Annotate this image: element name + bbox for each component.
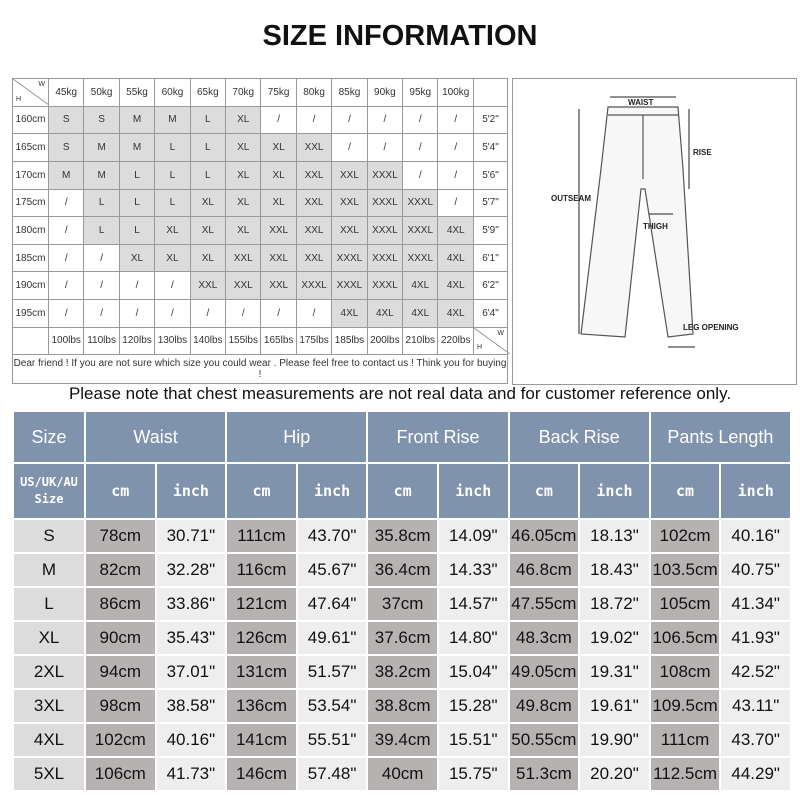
- size-chart-row: [13, 189, 508, 217]
- lbs-cell: 185lbs: [332, 327, 367, 355]
- size-cell: /: [296, 106, 331, 134]
- lbs-cell: 200lbs: [367, 327, 402, 355]
- size-cell: /: [332, 134, 367, 162]
- size-cell: /: [296, 300, 331, 328]
- size-chart-row: [13, 134, 508, 162]
- size-cell: XXL: [226, 244, 261, 272]
- feet-cell: 6'4": [474, 300, 508, 328]
- empty-cell: [474, 79, 508, 107]
- size-cell: /: [403, 106, 438, 134]
- size-cell: XL: [261, 161, 296, 189]
- size-cell: XL: [190, 189, 225, 217]
- inch-value: 37.01": [157, 656, 226, 688]
- size-cell: XL: [261, 134, 296, 162]
- unit-cm: cm: [510, 464, 579, 518]
- size-cell: 4XL: [403, 272, 438, 300]
- size-cell: XL: [190, 217, 225, 245]
- size-cell: S: [49, 134, 84, 162]
- cm-value: 106.5cm: [651, 622, 720, 654]
- size-cell: 4XL: [438, 272, 474, 300]
- size-cell: M: [155, 106, 190, 134]
- table-row: [14, 656, 790, 688]
- size-cell: /: [261, 300, 296, 328]
- size-standard-line: Size: [34, 492, 64, 506]
- column-header: Back Rise: [510, 412, 649, 462]
- lbs-cell: 130lbs: [155, 327, 190, 355]
- size-cell: XXL: [190, 272, 225, 300]
- feet-cell: 6'1": [474, 244, 508, 272]
- unit-row: [14, 464, 790, 518]
- size-cell: XXL: [296, 244, 331, 272]
- inch-value: 38.58": [157, 690, 226, 722]
- size-cell: /: [155, 300, 190, 328]
- cm-value: 102cm: [86, 724, 155, 756]
- size-cell: XXXL: [367, 161, 402, 189]
- cm-value: 46.8cm: [510, 554, 579, 586]
- size-cell: /: [438, 106, 474, 134]
- size-cell: XXXL: [332, 244, 367, 272]
- cm-value: 126cm: [227, 622, 296, 654]
- column-header: Pants Length: [651, 412, 790, 462]
- contact-note: Dear friend ! If you are not sure which size you could wear . Please feel free to contact us ! Think you for buying !: [13, 355, 508, 384]
- unit-inch: inch: [439, 464, 508, 518]
- cm-value: 86cm: [86, 588, 155, 620]
- size-cell: L: [119, 161, 154, 189]
- cm-value: 40cm: [368, 758, 437, 790]
- size-cell: 4XL: [332, 300, 367, 328]
- size-cell: XL: [261, 189, 296, 217]
- size-cell: XXL: [296, 189, 331, 217]
- height-cell: 190cm: [13, 272, 49, 300]
- feet-cell: 5'6": [474, 161, 508, 189]
- size-cell: XXL: [261, 217, 296, 245]
- inch-value: 42.52": [721, 656, 790, 688]
- rise-label: RISE: [693, 148, 712, 157]
- size-cell: /: [119, 272, 154, 300]
- size-cell: XL: [14, 622, 84, 654]
- lbs-cell: 100lbs: [49, 327, 84, 355]
- inch-value: 45.67": [298, 554, 367, 586]
- cm-value: 51.3cm: [510, 758, 579, 790]
- unit-cm: cm: [651, 464, 720, 518]
- size-cell: XXXL: [296, 272, 331, 300]
- column-header: Front Rise: [368, 412, 507, 462]
- cm-value: 105cm: [651, 588, 720, 620]
- lbs-cell: 155lbs: [226, 327, 261, 355]
- size-cell: XXL: [226, 272, 261, 300]
- lbs-cell: 175lbs: [296, 327, 331, 355]
- lbs-cell: 165lbs: [261, 327, 296, 355]
- cm-value: 50.55cm: [510, 724, 579, 756]
- table-row: [14, 554, 790, 586]
- inch-value: 35.43": [157, 622, 226, 654]
- cm-value: 49.05cm: [510, 656, 579, 688]
- table-row: [14, 724, 790, 756]
- table-row: [14, 690, 790, 722]
- size-cell: XXXL: [367, 272, 402, 300]
- cm-value: 98cm: [86, 690, 155, 722]
- size-cell: 4XL: [438, 244, 474, 272]
- inch-value: 14.33": [439, 554, 508, 586]
- column-header: Size: [14, 412, 84, 462]
- cm-value: 106cm: [86, 758, 155, 790]
- note-row: [13, 355, 508, 384]
- size-cell: /: [84, 300, 119, 328]
- inch-value: 43.70": [721, 724, 790, 756]
- inch-value: 19.61": [580, 690, 649, 722]
- size-cell: XL: [226, 161, 261, 189]
- corner-h: H: [16, 95, 22, 103]
- waist-label: WAIST: [628, 98, 654, 107]
- cm-value: 82cm: [86, 554, 155, 586]
- size-cell: /: [261, 106, 296, 134]
- height-cell: 170cm: [13, 161, 49, 189]
- cm-value: 47.55cm: [510, 588, 579, 620]
- inch-value: 18.43": [580, 554, 649, 586]
- size-cell: XL: [155, 244, 190, 272]
- size-recommendation-chart: [12, 78, 508, 384]
- weight-header: 55kg: [119, 79, 154, 107]
- weight-header: 75kg: [261, 79, 296, 107]
- size-cell: /: [438, 134, 474, 162]
- page-title: SIZE INFORMATION: [262, 20, 538, 52]
- cm-value: 94cm: [86, 656, 155, 688]
- size-chart-row: [13, 161, 508, 189]
- size-cell: /: [332, 106, 367, 134]
- size-standard-header: [14, 464, 84, 518]
- corner-w: W: [38, 81, 45, 88]
- inch-value: 30.71": [157, 520, 226, 552]
- size-cell: S: [49, 106, 84, 134]
- corner-cell: [13, 79, 49, 107]
- weight-header: 90kg: [367, 79, 402, 107]
- cm-value: 103.5cm: [651, 554, 720, 586]
- size-cell: /: [367, 134, 402, 162]
- inch-value: 40.16": [721, 520, 790, 552]
- size-cell: /: [84, 272, 119, 300]
- size-chart-row: [13, 217, 508, 245]
- inch-value: 15.28": [439, 690, 508, 722]
- column-header: Waist: [86, 412, 225, 462]
- cm-value: 141cm: [227, 724, 296, 756]
- size-cell: XL: [226, 189, 261, 217]
- size-cell: XXL: [296, 134, 331, 162]
- inch-value: 19.02": [580, 622, 649, 654]
- corner-h: H: [477, 344, 483, 352]
- size-cell: 4XL: [438, 300, 474, 328]
- thigh-label: THIGH: [643, 222, 668, 231]
- size-cell: /: [119, 300, 154, 328]
- lbs-cell: 140lbs: [190, 327, 225, 355]
- inch-value: 15.75": [439, 758, 508, 790]
- cm-value: 48.3cm: [510, 622, 579, 654]
- size-cell: L: [84, 189, 119, 217]
- height-cell: 195cm: [13, 300, 49, 328]
- unit-inch: inch: [721, 464, 790, 518]
- measurement-table: [12, 410, 792, 792]
- lbs-cell: 220lbs: [438, 327, 474, 355]
- size-cell: 4XL: [438, 217, 474, 245]
- pants-measurement-diagram: [512, 78, 797, 385]
- size-cell: /: [49, 217, 84, 245]
- cm-value: 39.4cm: [368, 724, 437, 756]
- cm-value: 36.4cm: [368, 554, 437, 586]
- cm-value: 111cm: [651, 724, 720, 756]
- inch-value: 43.70": [298, 520, 367, 552]
- size-cell: /: [190, 300, 225, 328]
- size-cell: /: [438, 189, 474, 217]
- size-cell: L: [155, 161, 190, 189]
- size-cell: 2XL: [14, 656, 84, 688]
- lbs-row: [13, 327, 508, 355]
- size-cell: XXL: [261, 272, 296, 300]
- cm-value: 37.6cm: [368, 622, 437, 654]
- size-cell: XXXL: [403, 244, 438, 272]
- table-row: [14, 588, 790, 620]
- size-cell: /: [403, 161, 438, 189]
- size-cell: L: [84, 217, 119, 245]
- lbs-cell: 110lbs: [84, 327, 119, 355]
- size-cell: XXXL: [367, 189, 402, 217]
- disclaimer-notice: Please note that chest measurements are not real data and for customer reference only.: [68, 384, 732, 403]
- size-cell: XL: [119, 244, 154, 272]
- inch-value: 20.20": [580, 758, 649, 790]
- size-cell: XL: [226, 217, 261, 245]
- height-cell: 185cm: [13, 244, 49, 272]
- size-cell: XL: [190, 244, 225, 272]
- size-cell: XXL: [332, 189, 367, 217]
- size-cell: XL: [226, 106, 261, 134]
- unit-inch: inch: [298, 464, 367, 518]
- size-cell: /: [49, 300, 84, 328]
- weight-header: 50kg: [84, 79, 119, 107]
- size-cell: XXL: [332, 161, 367, 189]
- unit-cm: cm: [86, 464, 155, 518]
- feet-cell: 5'9": [474, 217, 508, 245]
- feet-cell: 5'2": [474, 106, 508, 134]
- table-row: [14, 758, 790, 790]
- corner-cell: [474, 327, 508, 355]
- inch-value: 19.31": [580, 656, 649, 688]
- size-cell: XXXL: [332, 272, 367, 300]
- empty-cell: [13, 327, 49, 355]
- size-chart-row: [13, 272, 508, 300]
- inch-value: 43.11": [721, 690, 790, 722]
- cm-value: 131cm: [227, 656, 296, 688]
- size-cell: XXXL: [403, 189, 438, 217]
- size-cell: M: [14, 554, 84, 586]
- inch-value: 41.34": [721, 588, 790, 620]
- size-cell: M: [119, 134, 154, 162]
- size-cell: L: [14, 588, 84, 620]
- weight-header: 45kg: [49, 79, 84, 107]
- feet-cell: 5'7": [474, 189, 508, 217]
- weight-header: 100kg: [438, 79, 474, 107]
- inch-value: 32.28": [157, 554, 226, 586]
- inch-value: 18.72": [580, 588, 649, 620]
- size-cell: /: [226, 300, 261, 328]
- cm-value: 90cm: [86, 622, 155, 654]
- size-standard-line: US/UK/AU: [20, 475, 78, 489]
- weight-header: 80kg: [296, 79, 331, 107]
- size-cell: M: [119, 106, 154, 134]
- size-cell: M: [84, 161, 119, 189]
- outseam-label: OUTSEAM: [551, 194, 591, 203]
- height-cell: 180cm: [13, 217, 49, 245]
- size-cell: M: [84, 134, 119, 162]
- leg-opening-label: LEG OPENING: [683, 323, 739, 332]
- size-cell: XL: [226, 134, 261, 162]
- size-cell: L: [119, 189, 154, 217]
- size-cell: 5XL: [14, 758, 84, 790]
- size-cell: L: [190, 161, 225, 189]
- size-cell: L: [155, 134, 190, 162]
- height-cell: 165cm: [13, 134, 49, 162]
- size-chart-row: [13, 244, 508, 272]
- inch-value: 44.29": [721, 758, 790, 790]
- table-row: [14, 520, 790, 552]
- size-cell: /: [84, 244, 119, 272]
- table-row: [14, 622, 790, 654]
- column-header: Hip: [227, 412, 366, 462]
- cm-value: 108cm: [651, 656, 720, 688]
- cm-value: 136cm: [227, 690, 296, 722]
- inch-value: 40.16": [157, 724, 226, 756]
- size-chart-row: [13, 300, 508, 328]
- cm-value: 38.8cm: [368, 690, 437, 722]
- size-cell: XXXL: [367, 217, 402, 245]
- cm-value: 38.2cm: [368, 656, 437, 688]
- size-cell: L: [190, 106, 225, 134]
- size-cell: /: [49, 189, 84, 217]
- unit-inch: inch: [157, 464, 226, 518]
- height-cell: 160cm: [13, 106, 49, 134]
- inch-value: 18.13": [580, 520, 649, 552]
- size-cell: /: [49, 244, 84, 272]
- cm-value: 35.8cm: [368, 520, 437, 552]
- weight-header: 65kg: [190, 79, 225, 107]
- size-cell: XL: [155, 217, 190, 245]
- cm-value: 146cm: [227, 758, 296, 790]
- inch-value: 53.54": [298, 690, 367, 722]
- feet-cell: 5'4": [474, 134, 508, 162]
- weight-header: 60kg: [155, 79, 190, 107]
- weight-header: 70kg: [226, 79, 261, 107]
- lbs-cell: 210lbs: [403, 327, 438, 355]
- inch-value: 33.86": [157, 588, 226, 620]
- size-cell: XXL: [296, 217, 331, 245]
- size-cell: XXL: [332, 217, 367, 245]
- cm-value: 111cm: [227, 520, 296, 552]
- corner-w: W: [497, 329, 504, 337]
- inch-value: 15.51": [439, 724, 508, 756]
- size-cell: /: [49, 272, 84, 300]
- inch-value: 51.57": [298, 656, 367, 688]
- cm-value: 37cm: [368, 588, 437, 620]
- size-cell: XXL: [261, 244, 296, 272]
- inch-value: 41.73": [157, 758, 226, 790]
- size-cell: /: [438, 161, 474, 189]
- inch-value: 49.61": [298, 622, 367, 654]
- cm-value: 49.8cm: [510, 690, 579, 722]
- cm-value: 116cm: [227, 554, 296, 586]
- cm-value: 46.05cm: [510, 520, 579, 552]
- cm-value: 102cm: [651, 520, 720, 552]
- inch-value: 14.57": [439, 588, 508, 620]
- size-cell: XXXL: [403, 217, 438, 245]
- inch-value: 14.09": [439, 520, 508, 552]
- size-cell: 4XL: [367, 300, 402, 328]
- unit-inch: inch: [580, 464, 649, 518]
- cm-value: 109.5cm: [651, 690, 720, 722]
- size-cell: /: [367, 106, 402, 134]
- size-cell: M: [49, 161, 84, 189]
- cm-value: 121cm: [227, 588, 296, 620]
- lbs-cell: 120lbs: [119, 327, 154, 355]
- weight-header: 95kg: [403, 79, 438, 107]
- inch-value: 57.48": [298, 758, 367, 790]
- cm-value: 78cm: [86, 520, 155, 552]
- inch-value: 41.93": [721, 622, 790, 654]
- unit-cm: cm: [368, 464, 437, 518]
- size-cell: L: [155, 189, 190, 217]
- size-cell: S: [14, 520, 84, 552]
- inch-value: 40.75": [721, 554, 790, 586]
- weight-header-row: [13, 79, 508, 107]
- unit-cm: cm: [227, 464, 296, 518]
- size-cell: XXL: [296, 161, 331, 189]
- cm-value: 112.5cm: [651, 758, 720, 790]
- size-cell: XXXL: [367, 244, 402, 272]
- size-cell: /: [155, 272, 190, 300]
- header-row: [14, 412, 790, 462]
- inch-value: 19.90": [580, 724, 649, 756]
- inch-value: 47.64": [298, 588, 367, 620]
- inch-value: 15.04": [439, 656, 508, 688]
- weight-header: 85kg: [332, 79, 367, 107]
- inch-value: 14.80": [439, 622, 508, 654]
- feet-cell: 6'2": [474, 272, 508, 300]
- size-cell: 4XL: [14, 724, 84, 756]
- size-cell: S: [84, 106, 119, 134]
- size-cell: /: [403, 134, 438, 162]
- size-cell: L: [190, 134, 225, 162]
- size-cell: L: [119, 217, 154, 245]
- size-chart-row: [13, 106, 508, 134]
- inch-value: 55.51": [298, 724, 367, 756]
- height-cell: 175cm: [13, 189, 49, 217]
- size-cell: 4XL: [403, 300, 438, 328]
- size-cell: 3XL: [14, 690, 84, 722]
